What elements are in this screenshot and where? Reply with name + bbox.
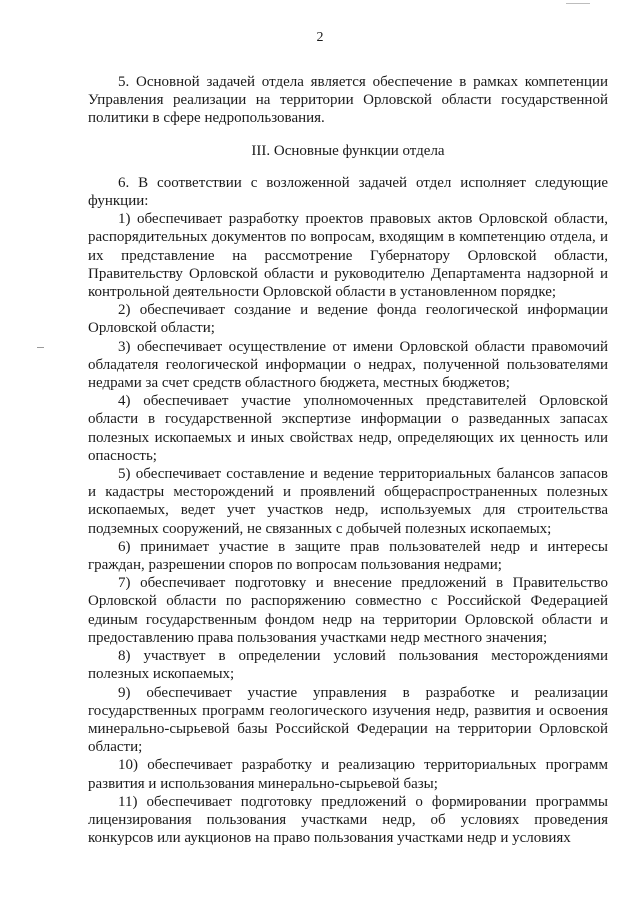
paragraph-5: 5. Основной задачей отдела является обеспечение в рамках компетенции Управления реализации на территории Орловской области государственной политики в сфере недропользования. [88,74,608,127]
function-item-11: 11) обеспечивает подготовку предложений о формировании программы лицензирования пользования участками недр, об условиях проведения конкурсов или аукционов на право пользования участками недр и условиях [88,793,608,847]
function-item-10: 10) обеспечивает разработку и реализацию территориальных программ развития и использования минерально-сырьевой базы; [88,757,608,792]
function-item-8: 8) участвует в определении условий пользования месторождениями полезных ископаемых; [88,648,608,683]
function-item-2: 2) обеспечивает создание и ведение фонда геологической информации Орловской области; [88,302,608,337]
scan-artifact-left [37,347,44,348]
document-body [88,73,608,847]
function-item-1: 1) обеспечивает разработку проектов правовых актов Орловской области, распорядительных документов по вопросам, входящим в компетенцию отдела, и их представление на рассмотрение Губернатору Орловской области, Правительству Орловской области и руководителю Департамента надзорной и контрольной деятельности Орловской области в установленном порядке; [88,211,608,301]
function-item-6: 6) принимает участие в защите прав пользователей недр и интересы граждан, разрешении споров по вопросам пользования недрами; [88,538,608,574]
function-item-3: 3) обеспечивает осуществление от имени Орловской области правомочий обладателя геологической информации о недрах, полученной пользователями недрами за счет средств областного бюджета, местных бюджетов; [88,338,608,392]
function-item-4: 4) обеспечивает участие уполномоченных представителей Орловской области в государственной экспертизе информации о разведанных запасах полезных ископаемых и иных свойствах недр, определяющих их ценность или опасность; [88,393,608,464]
paragraph-6-intro: 6. В соответствии с возложенной задачей отдел исполняет следующие функции: [88,174,608,210]
section-heading: III. Основные функции отдела [251,142,445,159]
page-number: 2 [316,30,324,45]
scan-artifact-top [566,3,590,4]
function-item-7: 7) обеспечивает подготовку и внесение предложений в Правительство Орловской области по распоряжению совместно с Российской Федерацией единым государственным фондом недр на территории Орловской области и предоставлению права пользования участками недр местного значения; [88,575,608,646]
function-item-5: 5) обеспечивает составление и ведение территориальных балансов запасов и кадастры месторождений и проявлений общераспространенных полезных ископаемых, ведет учет участков недр, используемых для строительства подземных сооружений, не связанных с добычей полезных ископаемых; [88,466,608,537]
function-item-9: 9) обеспечивает участие управления в разработке и реализации государственных программ геологического изучения недр, развития и освоения минерально-сырьевой базы Российской Федерации на территории Орловской области; [88,684,608,756]
